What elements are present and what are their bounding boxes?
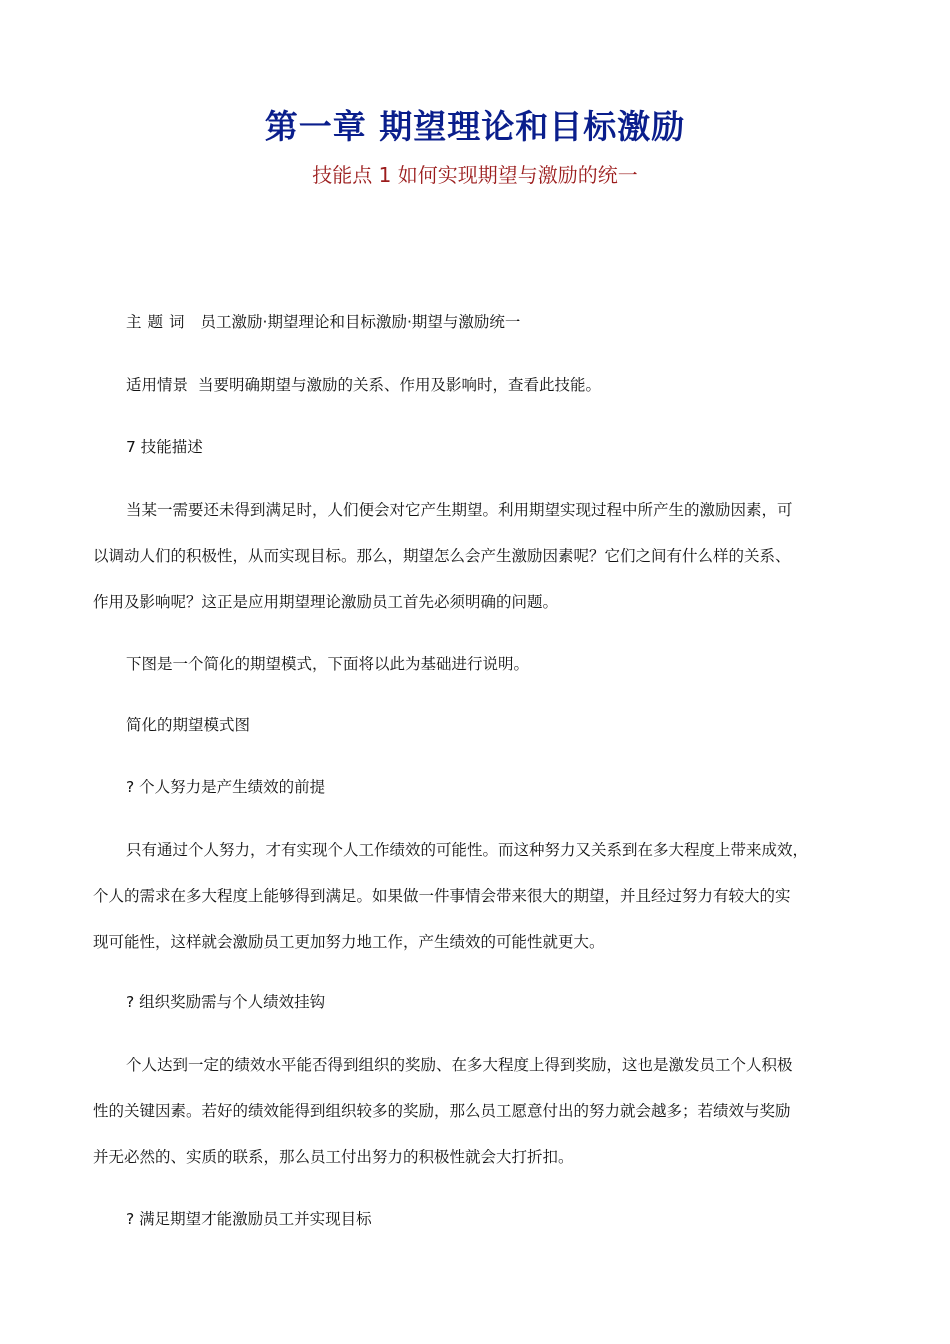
- keywords-label: 主题词: [126, 313, 191, 331]
- point-heading: ? 组织奖励需与个人绩效挂钩: [126, 993, 326, 1011]
- scenario-label: 适用情景: [126, 376, 189, 394]
- paragraph-line: 当某一需要还未得到满足时，人们便会对它产生期望。利用期望实现过程中所产生的激励因素，可: [126, 501, 793, 519]
- paragraph-line: 并无必然的、实质的联系，那么员工付出努力的积极性就会大打折扣。: [93, 1148, 574, 1166]
- paragraph-line: 现可能性，这样就会激励员工更加努力地工作，产生绩效的可能性就更大。: [93, 933, 605, 951]
- paragraph-line: 性的关键因素。若好的绩效能得到组织较多的奖励，那么员工愿意付出的努力就会越多；若绩效与奖励: [93, 1102, 791, 1120]
- figure-caption: 简化的期望模式图: [126, 716, 251, 734]
- scenario-value: 当要明确期望与激励的关系、作用及影响时，查看此技能。: [198, 376, 602, 394]
- paragraph-line: 只有通过个人努力，才有实现个人工作绩效的可能性。而这种努力又关系到在多大程度上带来成效，: [126, 841, 809, 859]
- scenario-line: [126, 373, 601, 397]
- keywords-value: 员工激励·期望理论和目标激励·期望与激励统一: [200, 313, 521, 331]
- point-heading: ? 满足期望才能激励员工并实现目标: [126, 1210, 372, 1228]
- keywords-line: [126, 310, 520, 334]
- section-heading-skill-description: 7 技能描述: [126, 438, 203, 456]
- point-heading: ? 个人努力是产生绩效的前提: [126, 778, 326, 796]
- paragraph-line: 以调动人们的积极性，从而实现目标。那么，期望怎么会产生激励因素呢？它们之间有什么样的关系、: [93, 547, 791, 565]
- chapter-title: 第一章 期望理论和目标激励: [264, 107, 686, 146]
- paragraph-line: 个人的需求在多大程度上能够得到满足。如果做一件事情会带来很大的期望，并且经过努力有较大的实: [93, 887, 791, 905]
- paragraph-line: 作用及影响呢？这正是应用期望理论激励员工首先必须明确的问题。: [93, 593, 559, 611]
- skill-subtitle: 技能点 1 如何实现期望与激励的统一: [312, 163, 638, 187]
- paragraph-line: 个人达到一定的绩效水平能否得到组织的奖励、在多大程度上得到奖励，这也是激发员工个人积极: [126, 1056, 793, 1074]
- paragraph-line: 下图是一个简化的期望模式，下面将以此为基础进行说明。: [126, 655, 530, 673]
